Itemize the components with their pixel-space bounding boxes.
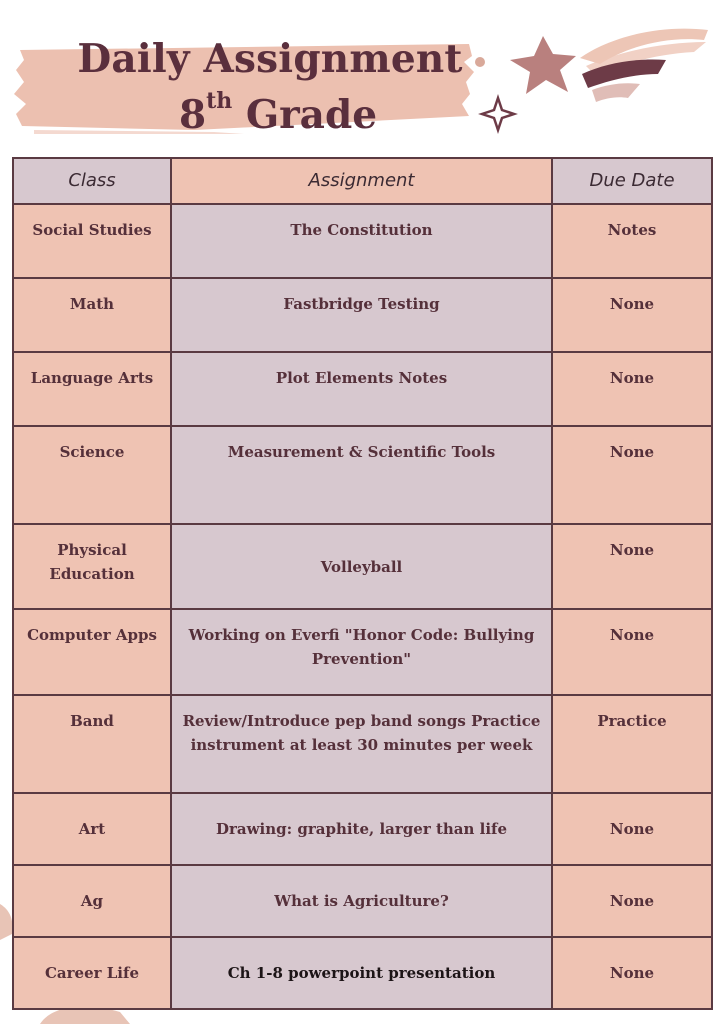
due-date-cell: None bbox=[552, 524, 712, 609]
table-header-row bbox=[13, 158, 712, 204]
assignment-cell: Measurement & Scientific Tools bbox=[171, 426, 552, 524]
column-header-due-date: Due Date bbox=[552, 158, 712, 204]
due-date-cell: None bbox=[552, 937, 712, 1009]
class-cell: Social Studies bbox=[13, 204, 171, 278]
assignment-cell: Plot Elements Notes bbox=[171, 352, 552, 426]
due-date-cell: Practice bbox=[552, 695, 712, 793]
assignment-cell: Working on Everfi "Honor Code: Bullying Prevention" bbox=[171, 609, 552, 695]
class-cell: Band bbox=[13, 695, 171, 793]
assignment-cell: Ch 1-8 powerpoint presentation bbox=[171, 937, 552, 1009]
assignment-cell: What is Agriculture? bbox=[171, 865, 552, 937]
table-row bbox=[13, 609, 712, 695]
class-cell: Physical Education bbox=[13, 524, 171, 609]
due-date-cell: None bbox=[552, 609, 712, 695]
due-date-cell: None bbox=[552, 865, 712, 937]
table-row bbox=[13, 937, 712, 1009]
grade-number: 8 bbox=[178, 92, 207, 138]
shooting-star-icon bbox=[468, 18, 718, 138]
column-header-assignment: Assignment bbox=[171, 158, 552, 204]
table-row bbox=[13, 865, 712, 937]
assignment-cell: Drawing: graphite, larger than life bbox=[171, 793, 552, 865]
class-cell: Art bbox=[13, 793, 171, 865]
class-cell: Math bbox=[13, 278, 171, 352]
table-row bbox=[13, 278, 712, 352]
due-date-cell: Notes bbox=[552, 204, 712, 278]
class-cell: Career Life bbox=[13, 937, 171, 1009]
class-cell: Science bbox=[13, 426, 171, 524]
class-cell: Ag bbox=[13, 865, 171, 937]
grade-word: Grade bbox=[245, 92, 378, 138]
due-date-cell: None bbox=[552, 793, 712, 865]
column-header-class: Class bbox=[13, 158, 171, 204]
assignment-cell: Fastbridge Testing bbox=[171, 278, 552, 352]
page-title: Daily Assignment bbox=[77, 36, 463, 82]
class-cell: Language Arts bbox=[13, 352, 171, 426]
due-date-cell: None bbox=[552, 426, 712, 524]
table-row bbox=[13, 352, 712, 426]
table-row bbox=[13, 426, 712, 524]
table-row bbox=[13, 204, 712, 278]
table-row bbox=[13, 793, 712, 865]
grade-suffix: th bbox=[206, 88, 233, 114]
class-cell: Computer Apps bbox=[13, 609, 171, 695]
due-date-cell: None bbox=[552, 278, 712, 352]
due-date-cell: None bbox=[552, 352, 712, 426]
assignment-table bbox=[12, 157, 713, 1010]
assignment-cell: The Constitution bbox=[171, 204, 552, 278]
table-row bbox=[13, 524, 712, 609]
table-row bbox=[13, 695, 712, 793]
assignment-cell: Volleyball bbox=[171, 524, 552, 609]
assignment-cell: Review/Introduce pep band songs Practice instrument at least 30 minutes per week bbox=[171, 695, 552, 793]
